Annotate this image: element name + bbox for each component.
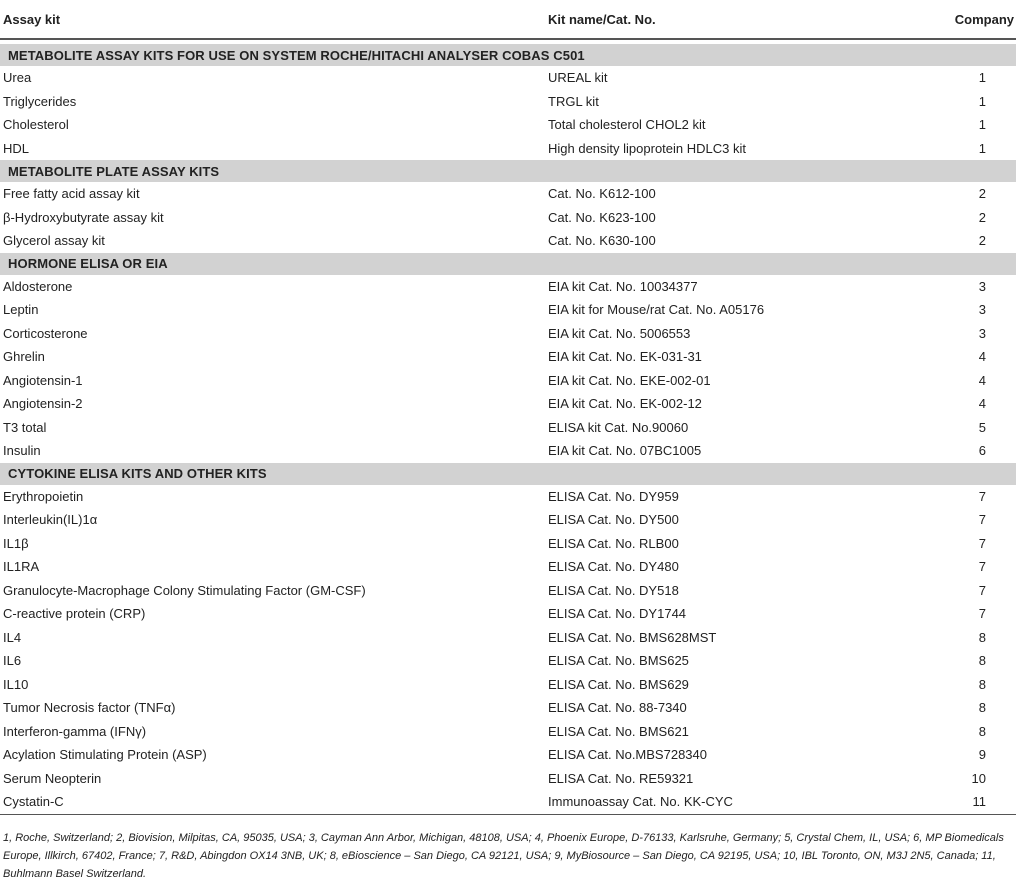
cell-company: 7 — [978, 488, 986, 504]
cell-kit-name: Immunoassay Cat. No. KK-CYC — [545, 790, 876, 814]
cell-company: 6 — [978, 443, 986, 459]
cell-kit-name: EIA kit for Mouse/rat Cat. No. A05176 — [548, 302, 765, 318]
cell-assay-kit: Interferon-gamma (IFNγ) — [3, 723, 147, 739]
cell-company: 11 — [876, 790, 1016, 814]
cell-company: 9 — [978, 747, 986, 763]
table-row — [0, 626, 1016, 650]
cell-company: 4 — [978, 396, 986, 412]
section-header-row — [0, 253, 1016, 275]
cell-assay-kit: Glycerol assay kit — [3, 233, 105, 249]
cell-kit-name: UREAL kit — [548, 70, 608, 86]
table-row — [0, 508, 1016, 532]
section-title: METABOLITE ASSAY KITS FOR USE ON SYSTEM ROCHE/HITACHI ANALYSER COBAS C501 — [0, 44, 1016, 66]
cell-assay-kit: IL1β — [3, 535, 29, 551]
table-row — [0, 345, 1016, 369]
table-row — [0, 673, 1016, 697]
cell-assay-kit: Tumor Necrosis factor (TNFα) — [3, 700, 176, 716]
cell-company: 1 — [978, 140, 986, 156]
cell-assay-kit: Triglycerides — [3, 93, 77, 109]
cell-assay-kit: Ghrelin — [3, 349, 45, 365]
cell-assay-kit: Cholesterol — [3, 117, 69, 133]
section-title: METABOLITE PLATE ASSAY KITS — [0, 160, 1016, 182]
cell-kit-name: ELISA Cat. No.MBS728340 — [548, 747, 707, 763]
cell-assay-kit: IL6 — [3, 653, 22, 669]
cell-assay-kit: Aldosterone — [3, 278, 73, 294]
cell-kit-name: High density lipoprotein HDLC3 kit — [548, 140, 746, 156]
table-row — [0, 649, 1016, 673]
cell-assay-kit: T3 total — [3, 419, 47, 435]
cell-assay-kit: Angiotensin-1 — [3, 372, 83, 388]
cell-kit-name: Total cholesterol CHOL2 kit — [548, 117, 706, 133]
section-title: HORMONE ELISA OR EIA — [0, 253, 1016, 275]
table-row — [0, 66, 1016, 90]
cell-kit-name: ELISA Cat. No. RE59321 — [548, 770, 694, 786]
cell-company: 7 — [978, 559, 986, 575]
table-row — [0, 416, 1016, 440]
cell-company: 3 — [978, 325, 986, 341]
header-assay-kit: Assay kit — [0, 0, 545, 39]
table-header — [0, 0, 1016, 39]
table-row — [0, 790, 1016, 814]
header-company: Company — [876, 0, 1016, 39]
cell-kit-name: EIA kit Cat. No. 5006553 — [548, 325, 691, 341]
cell-assay-kit: Acylation Stimulating Protein (ASP) — [3, 747, 207, 763]
cell-company: 8 — [978, 653, 986, 669]
table-row — [0, 113, 1016, 137]
cell-assay-kit: β-Hydroxybutyrate assay kit — [3, 209, 164, 225]
table-row — [0, 602, 1016, 626]
cell-assay-kit: IL10 — [3, 676, 29, 692]
cell-company: 2 — [978, 233, 986, 249]
table-row — [0, 137, 1016, 161]
header-kit-name: Kit name/Cat. No. — [545, 0, 876, 39]
table-row — [0, 206, 1016, 230]
cell-kit-name: ELISA Cat. No. 88-7340 — [548, 700, 687, 716]
section-header-row — [0, 463, 1016, 485]
cell-company: 3 — [978, 302, 986, 318]
table-row — [0, 275, 1016, 299]
cell-kit-name: EIA kit Cat. No. 07BC1005 — [548, 443, 702, 459]
cell-assay-kit: Urea — [3, 70, 32, 86]
cell-kit-name: ELISA Cat. No. BMS621 — [548, 723, 689, 739]
cell-assay-kit: IL1RA — [3, 559, 40, 575]
cell-company: 8 — [978, 676, 986, 692]
table-row — [0, 485, 1016, 509]
table-row — [0, 696, 1016, 720]
table-row — [0, 369, 1016, 393]
cell-company: 1 — [978, 93, 986, 109]
table-row — [0, 579, 1016, 603]
cell-kit-name: ELISA Cat. No. BMS625 — [548, 653, 689, 669]
cell-company: 4 — [978, 349, 986, 365]
cell-company: 2 — [978, 209, 986, 225]
header-row — [0, 0, 1016, 39]
cell-company: 8 — [978, 700, 986, 716]
cell-company: 1 — [978, 117, 986, 133]
cell-kit-name: ELISA Cat. No. DY480 — [548, 559, 679, 575]
cell-kit-name: ELISA Cat. No. DY518 — [548, 582, 679, 598]
cell-company: 8 — [978, 723, 986, 739]
cell-kit-name: ELISA Cat. No. DY959 — [548, 488, 679, 504]
cell-assay-kit: Angiotensin-2 — [3, 396, 83, 412]
cell-kit-name: Cat. No. K623-100 — [548, 209, 656, 225]
table-body — [0, 39, 1016, 814]
cell-company: 5 — [978, 419, 986, 435]
section-header-row — [0, 160, 1016, 182]
cell-assay-kit: Granulocyte-Macrophage Colony Stimulating Factor (GM-CSF) — [3, 582, 366, 598]
cell-company: 1 — [978, 70, 986, 86]
cell-assay-kit: HDL — [3, 140, 30, 156]
cell-company: 8 — [978, 629, 986, 645]
cell-kit-name: ELISA Cat. No. RLB00 — [548, 535, 679, 551]
section-header-row — [0, 44, 1016, 66]
cell-kit-name: EIA kit Cat. No. EK-031-31 — [548, 349, 702, 365]
cell-kit-name: Cat. No. K630-100 — [548, 233, 656, 249]
cell-assay-kit: Leptin — [3, 302, 39, 318]
cell-company: 7 — [978, 606, 986, 622]
table-row — [0, 555, 1016, 579]
cell-kit-name: EIA kit Cat. No. EKE-002-01 — [548, 372, 711, 388]
cell-assay-kit: Interleukin(IL)1α — [3, 512, 98, 528]
cell-company: 4 — [978, 372, 986, 388]
table-row — [0, 743, 1016, 767]
cell-company: 7 — [978, 582, 986, 598]
table-row — [0, 229, 1016, 253]
cell-kit-name: EIA kit Cat. No. EK-002-12 — [548, 396, 702, 412]
cell-assay-kit: Corticosterone — [3, 325, 88, 341]
cell-kit-name: TRGL kit — [548, 93, 599, 109]
table-row — [0, 182, 1016, 206]
section-title: CYTOKINE ELISA KITS AND OTHER KITS — [0, 463, 1016, 485]
table-row — [0, 720, 1016, 744]
cell-kit-name: ELISA kit Cat. No.90060 — [548, 419, 689, 435]
cell-company: 3 — [978, 278, 986, 294]
cell-company: 7 — [978, 535, 986, 551]
table-row — [0, 439, 1016, 463]
cell-kit-name: Cat. No. K612-100 — [548, 186, 656, 202]
cell-assay-kit: Free fatty acid assay kit — [3, 186, 140, 202]
cell-kit-name: ELISA Cat. No. BMS628MST — [548, 629, 717, 645]
cell-assay-kit: Serum Neopterin — [3, 770, 102, 786]
cell-assay-kit: Erythropoietin — [3, 488, 84, 504]
cell-company: 2 — [978, 186, 986, 202]
cell-company: 7 — [978, 512, 986, 528]
cell-kit-name: EIA kit Cat. No. 10034377 — [548, 278, 698, 294]
cell-assay-kit: Insulin — [3, 443, 41, 459]
cell-kit-name: ELISA Cat. No. DY1744 — [548, 606, 687, 622]
table-row — [0, 298, 1016, 322]
table-row — [0, 392, 1016, 416]
cell-kit-name: ELISA Cat. No. DY500 — [548, 512, 679, 528]
cell-kit-name: ELISA Cat. No. BMS629 — [548, 676, 689, 692]
cell-assay-kit: IL4 — [3, 629, 22, 645]
table-row — [0, 90, 1016, 114]
cell-company: 10 — [971, 770, 986, 786]
cell-assay-kit: C-reactive protein (CRP) — [3, 606, 146, 622]
table-row — [0, 532, 1016, 556]
table-row — [0, 322, 1016, 346]
cell-assay-kit: Cystatin-C — [0, 790, 545, 814]
table-row — [0, 767, 1016, 791]
table-footnote: 1, Roche, Switzerland; 2, Biovision, Milpitas, CA, 95035, USA; 3, Cayman Ann Arbor, Michigan, 48108, USA; 4, Phoenix Europe, D-76133, Karlsruhe, Germany; 5, Crystal Chem, IL, USA; 6, MP Biomedicals Europe, Illkirch, 67402, France; 7, R&D, Abingdon OX14 3NB, UK; 8, eBioscience – San Diego, CA 92121, USA; 9, MyBiosource – San Diego, CA 92195, USA; 10, IBL Toronto, ON, M3J 2N5, Canada; 11, Buhlmann Basel Switzerland. — [3, 831, 1004, 880]
